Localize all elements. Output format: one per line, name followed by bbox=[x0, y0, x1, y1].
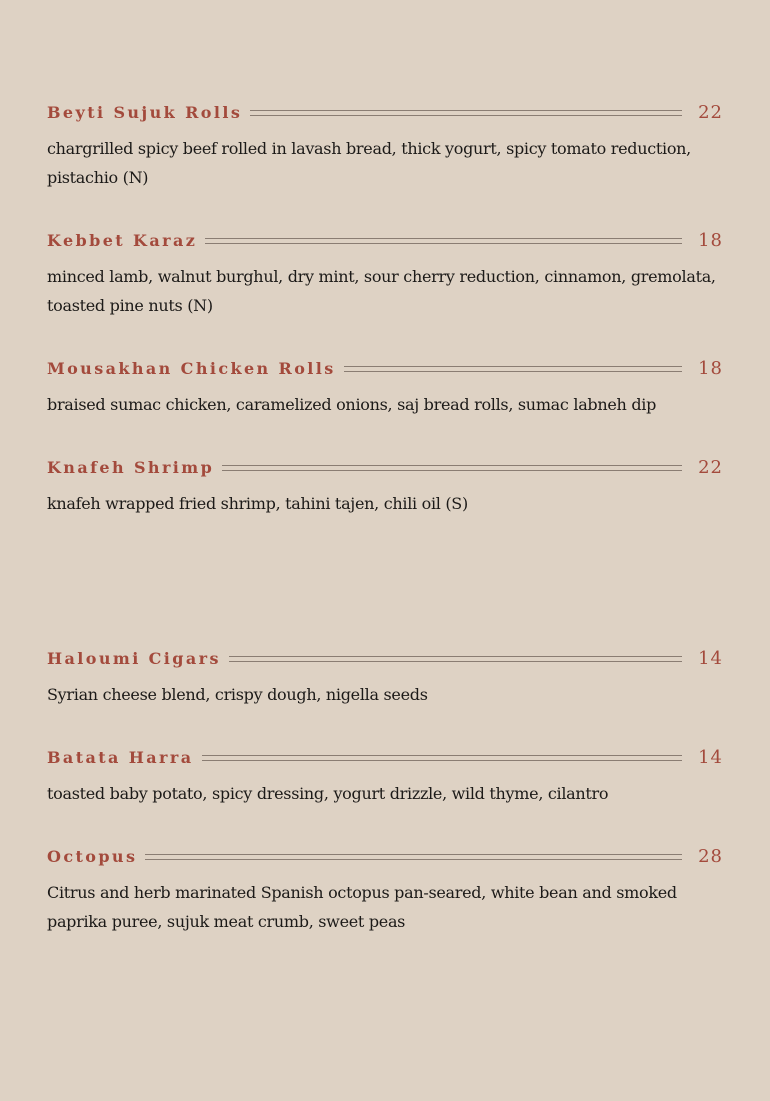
menu-item bbox=[47, 745, 723, 808]
menu-item-price: 14 bbox=[698, 746, 723, 768]
menu-item-header bbox=[47, 844, 723, 868]
dotted-leader bbox=[205, 238, 682, 244]
menu-item-price: 22 bbox=[698, 456, 723, 478]
menu-item-header bbox=[47, 745, 723, 769]
menu-item-description: minced lamb, walnut burghul, dry mint, sour cherry reduction, cinnamon, gremolata, toasted pine nuts (N) bbox=[47, 267, 716, 315]
menu-item-price: 28 bbox=[698, 845, 723, 867]
menu-item-header bbox=[47, 356, 723, 380]
dotted-leader bbox=[344, 366, 682, 372]
menu-item-name: Mousakhan Chicken Rolls bbox=[47, 358, 336, 378]
menu-item-price: 14 bbox=[698, 647, 723, 669]
menu-item-price: 22 bbox=[698, 101, 723, 123]
dotted-leader bbox=[202, 755, 683, 761]
menu-item bbox=[47, 844, 723, 936]
dotted-leader bbox=[145, 854, 682, 860]
menu-item-description: chargrilled spicy beef rolled in lavash bread, thick yogurt, spicy tomato reduction, pistachio (N) bbox=[47, 139, 691, 187]
menu-item-price: 18 bbox=[698, 357, 723, 379]
menu-item-header bbox=[47, 455, 723, 479]
menu-item bbox=[47, 100, 723, 192]
dotted-leader bbox=[229, 656, 682, 662]
menu-item-price: 18 bbox=[698, 229, 723, 251]
menu-item-name: Octopus bbox=[47, 846, 138, 866]
dotted-leader bbox=[250, 110, 682, 116]
menu-item bbox=[47, 228, 723, 320]
menu-item-header bbox=[47, 228, 723, 252]
menu-item-name: Beyti Sujuk Rolls bbox=[47, 102, 243, 122]
menu-item-name: Kebbet Karaz bbox=[47, 230, 198, 250]
menu-item-description: braised sumac chicken, caramelized onions, saj bread rolls, sumac labneh dip bbox=[47, 395, 657, 414]
menu-item-name: Knafeh Shrimp bbox=[47, 457, 215, 477]
menu-item-description: toasted baby potato, spicy dressing, yogurt drizzle, wild thyme, cilantro bbox=[47, 784, 609, 803]
menu-item-header bbox=[47, 646, 723, 670]
menu-item bbox=[47, 646, 723, 709]
menu-item-name: Batata Harra bbox=[47, 747, 194, 767]
menu-item-description: knafeh wrapped fried shrimp, tahini tajen, chili oil (S) bbox=[47, 494, 468, 513]
menu-item bbox=[47, 455, 723, 518]
menu-item-header bbox=[47, 100, 723, 124]
menu-item-description: Citrus and herb marinated Spanish octopus pan-seared, white bean and smoked paprika puree, sujuk meat crumb, sweet peas bbox=[47, 883, 677, 931]
menu-item-name: Haloumi Cigars bbox=[47, 648, 221, 668]
menu-item bbox=[47, 356, 723, 419]
dotted-leader bbox=[222, 465, 682, 471]
menu-item-description: Syrian cheese blend, crispy dough, nigella seeds bbox=[47, 685, 428, 704]
